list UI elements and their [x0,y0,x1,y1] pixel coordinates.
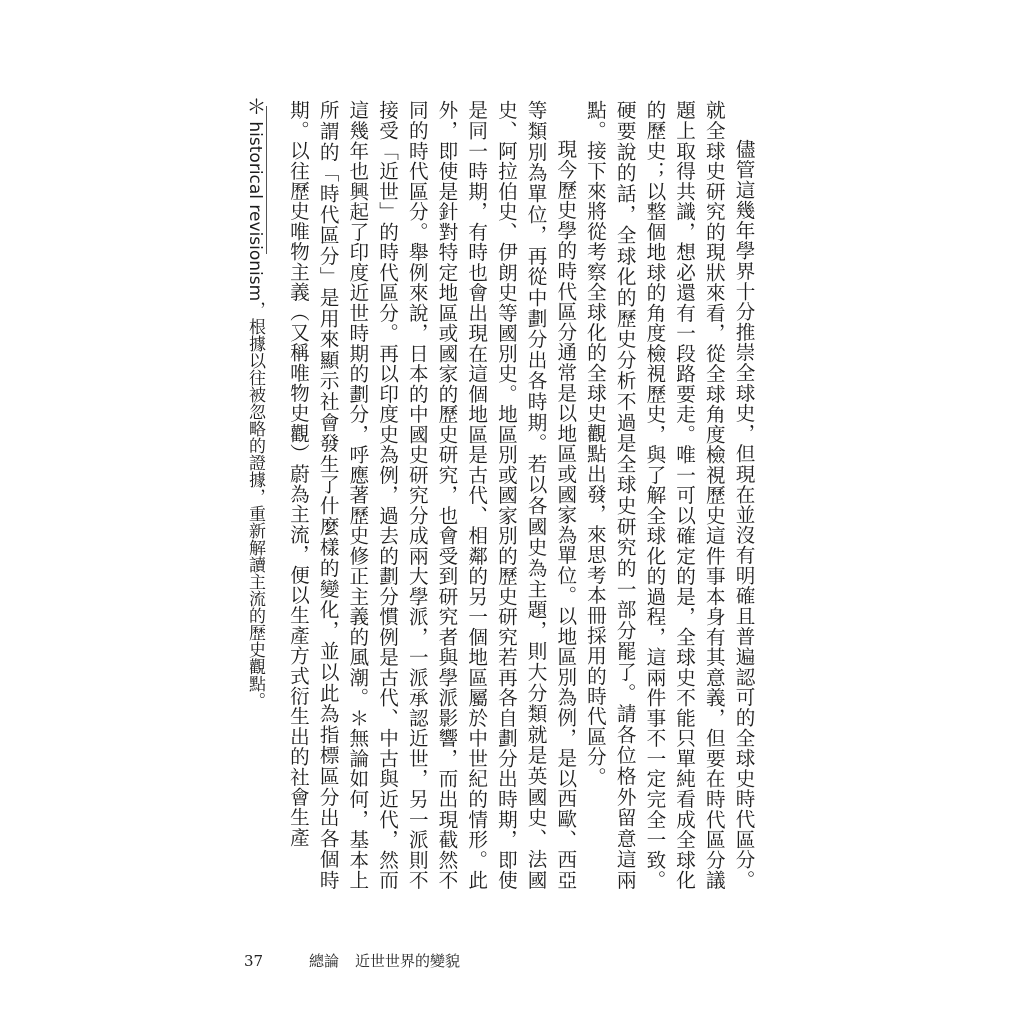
running-head [309,950,460,971]
main-text [288,100,758,890]
paragraph: 現今歷史學的時代區分通常是以地區或國家為單位。以地區別為例，是以西歐、西亞等類別為單位，再從中劃分出各時期。若以各國史為主題，則大分類就是英國史、法國史、阿拉伯史、伊朗史等國別史。地區別或國家別的歷史研究若再各自劃分出時期，即使是同一時期，有時也會出現在這個地區是古代、相鄰的另一個地區屬於中世紀的情形。此外，即使是針對特定地區或國家的歷史研究，也會受到研究者與學派影響，而出現截然不同的時代區分。舉例來說，日本的中國史研究分成兩大學派，一派承認近世，另一派則不接受「近世」的時代區分。再以印度史為例，過去的劃分慣例是古代、中古與近代，然而這幾年也興起了印度近世時期的劃分，呼應著歷史修正主義的風潮。＊無論如何，基本上所謂的「時代區分」是用來顯示社會發生了什麼樣的變化，並以此為指標區分出各個時期。以往歷史唯物主義（又稱唯物史觀）蔚為主流，便以生產方式衍生出的社會生產 [286,100,577,890]
paragraph: 儘管這幾年學界十分推崇全球史，但現在並沒有明確且普遍認可的全球史時代區分。就全球史研究的現狀來看，從全球角度檢視歷史這件事本身有其意義，但要在時代區分議題上取得共識，想必還有一段路要走。唯一可以確定的是，全球史不能只單純看成全球化的歷史；以整個地球的角度檢視歷史，與了解全球化的過程，這兩件事不一定完全一致。硬要說的話，全球化的歷史分析不過是全球史研究的一部分罷了。請各位格外留意這兩點。接下來將從考察全球化的全球史觀點出發，來思考本冊採用的時代區分。 [583,100,755,890]
running-head-chapter: 總論 [309,952,340,970]
footnote-mark: ＊ [243,96,267,116]
page-number: 37 [244,952,264,970]
footnote-divider [266,106,267,254]
footnote-text: historical revisionism，根據以往被忽略的證據，重新解讀主流的歷史觀點。 [245,116,265,710]
running-head-title: 近世世界的變貌 [355,952,461,970]
footnote [244,96,266,796]
